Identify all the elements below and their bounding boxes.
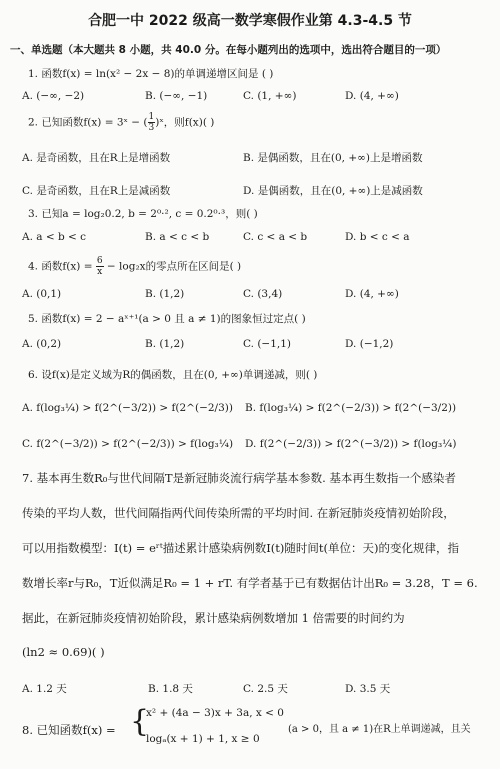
q8-case-1: x² + (4a − 3)x + 3a, x < 0 <box>146 707 284 719</box>
q2-frac-num: 1 <box>148 112 155 122</box>
q8-tail: (a > 0，且 a ≠ 1)在R上单调递减，且关 <box>288 724 471 735</box>
q8-lead: 8. 已知函数f(x) = <box>22 723 116 737</box>
q2-stem-part-a: 2. 已知函数f(x) = 3ˣ − ( <box>28 116 148 129</box>
question-2-stem <box>28 112 490 133</box>
q3-option-a: A. a < b < c <box>22 231 87 243</box>
q3-option-b: B. a < c < b <box>145 231 210 243</box>
question-6-stem: 6. 设f(x)是定义域为R的偶函数，且在(0, +∞)单调递减，则( ) <box>28 369 318 381</box>
q2-stem-part-b: )ˣ，则f(x)( ) <box>155 116 215 129</box>
question-5-stem: 5. 函数f(x) = 2 − aˣ⁺¹(a > 0 且 a ≠ 1)的图象恒过定点( ) <box>28 313 306 325</box>
q5-option-a: A. (0,2) <box>22 338 62 350</box>
q8-brace-icon: { <box>130 704 150 739</box>
q6-option-b: B. f(log₃¼) > f(2^(−2/3)) > f(2^(−3/2)) <box>245 402 457 414</box>
q2-option-a: A. 是奇函数，且在R上是增函数 <box>22 152 171 164</box>
q7-option-c: C. 2.5 天 <box>243 683 288 695</box>
q3-option-c: C. c < a < b <box>243 231 308 243</box>
q2-option-b: B. 是偶函数，且在(0, +∞)上是增函数 <box>243 152 423 164</box>
worksheet-title: 合肥一中 2022 级高一数学寒假作业第 4.3-4.5 节 <box>88 13 412 29</box>
q1-option-d: D. (4, +∞) <box>345 90 399 102</box>
q5-option-c: C. (−1,1) <box>243 338 292 350</box>
q4-fraction <box>96 256 104 277</box>
q2-option-d: D. 是偶函数，且在(0, +∞)上是减函数 <box>243 185 423 197</box>
q7-line-1: 7. 基本再生数R₀与世代间隔T是新冠肺炎流行病学基本参数. 基本再生数指一个感染者 <box>22 471 456 485</box>
q6-option-d: D. f(2^(−2/3)) > f(2^(−3/2)) > f(log₃¼) <box>245 438 457 450</box>
q7-line-5: 据此，在新冠肺炎疫情初始阶段，累计感染病例数增加 1 倍需要的时间约为 <box>22 611 405 625</box>
q4-stem-part-a: 4. 函数f(x) = <box>28 260 93 273</box>
q7-line-4: 数增长率r与R₀，T近似满足R₀ = 1 + rT. 有学者基于已有数据估计出R₀ = 3.28，T = 6. <box>22 576 478 590</box>
q7-option-a: A. 1.2 天 <box>22 683 67 695</box>
q1-option-b: B. (−∞, −1) <box>145 90 208 102</box>
q3-option-d: D. b < c < a <box>345 231 410 243</box>
question-1-stem: 1. 函数f(x) = ln(x² − 2x − 8)的单调递增区间是 ( ) <box>28 68 274 80</box>
q7-option-b: B. 1.8 天 <box>148 683 193 695</box>
q8-case-2: logₐ(x + 1) + 1, x ≥ 0 <box>146 733 260 745</box>
q4-stem-part-b: − log₂x的零点所在区间是( ) <box>106 260 242 273</box>
q4-option-d: D. (4, +∞) <box>345 288 399 300</box>
q1-option-c: C. (1, +∞) <box>243 90 297 102</box>
q2-frac-den: 3 <box>148 123 155 133</box>
q5-option-d: D. (−1,2) <box>345 338 394 350</box>
q1-option-a: A. (−∞, −2) <box>22 90 85 102</box>
question-3-stem: 3. 已知a = log₂0.2, b = 2⁰·², c = 0.2⁰·³，则( ) <box>28 208 258 220</box>
q4-frac-num: 6 <box>96 256 103 266</box>
q7-line-2: 传染的平均人数，世代间隔指两代间传染所需的平均时间. 在新冠肺炎疫情初始阶段， <box>22 506 455 520</box>
q5-option-b: B. (1,2) <box>145 338 185 350</box>
q4-option-a: A. (0,1) <box>22 288 62 300</box>
q7-line-3: 可以用指数模型：I(t) = eʳᵗ描述累计感染病例数I(t)随时间t(单位：天)的变化规律，指 <box>22 541 459 555</box>
question-4-stem <box>28 256 490 277</box>
q4-option-b: B. (1,2) <box>145 288 185 300</box>
q2-option-c: C. 是奇函数，且在R上是减函数 <box>22 185 171 197</box>
q6-option-a: A. f(log₃¼) > f(2^(−3/2)) > f(2^(−2/3)) <box>22 402 233 414</box>
q4-frac-den: x <box>97 267 103 277</box>
q4-option-c: C. (3,4) <box>243 288 283 300</box>
q7-option-d: D. 3.5 天 <box>345 683 391 695</box>
q6-option-c: C. f(2^(−3/2)) > f(2^(−2/3)) > f(log₃¼) <box>22 438 234 450</box>
section-heading: 一、单选题（本大题共 8 小题，共 40.0 分。在每小题列出的选项中，选出符合题目的一项） <box>10 44 447 56</box>
q7-line-6: (ln2 ≈ 0.69)( ) <box>22 645 105 659</box>
